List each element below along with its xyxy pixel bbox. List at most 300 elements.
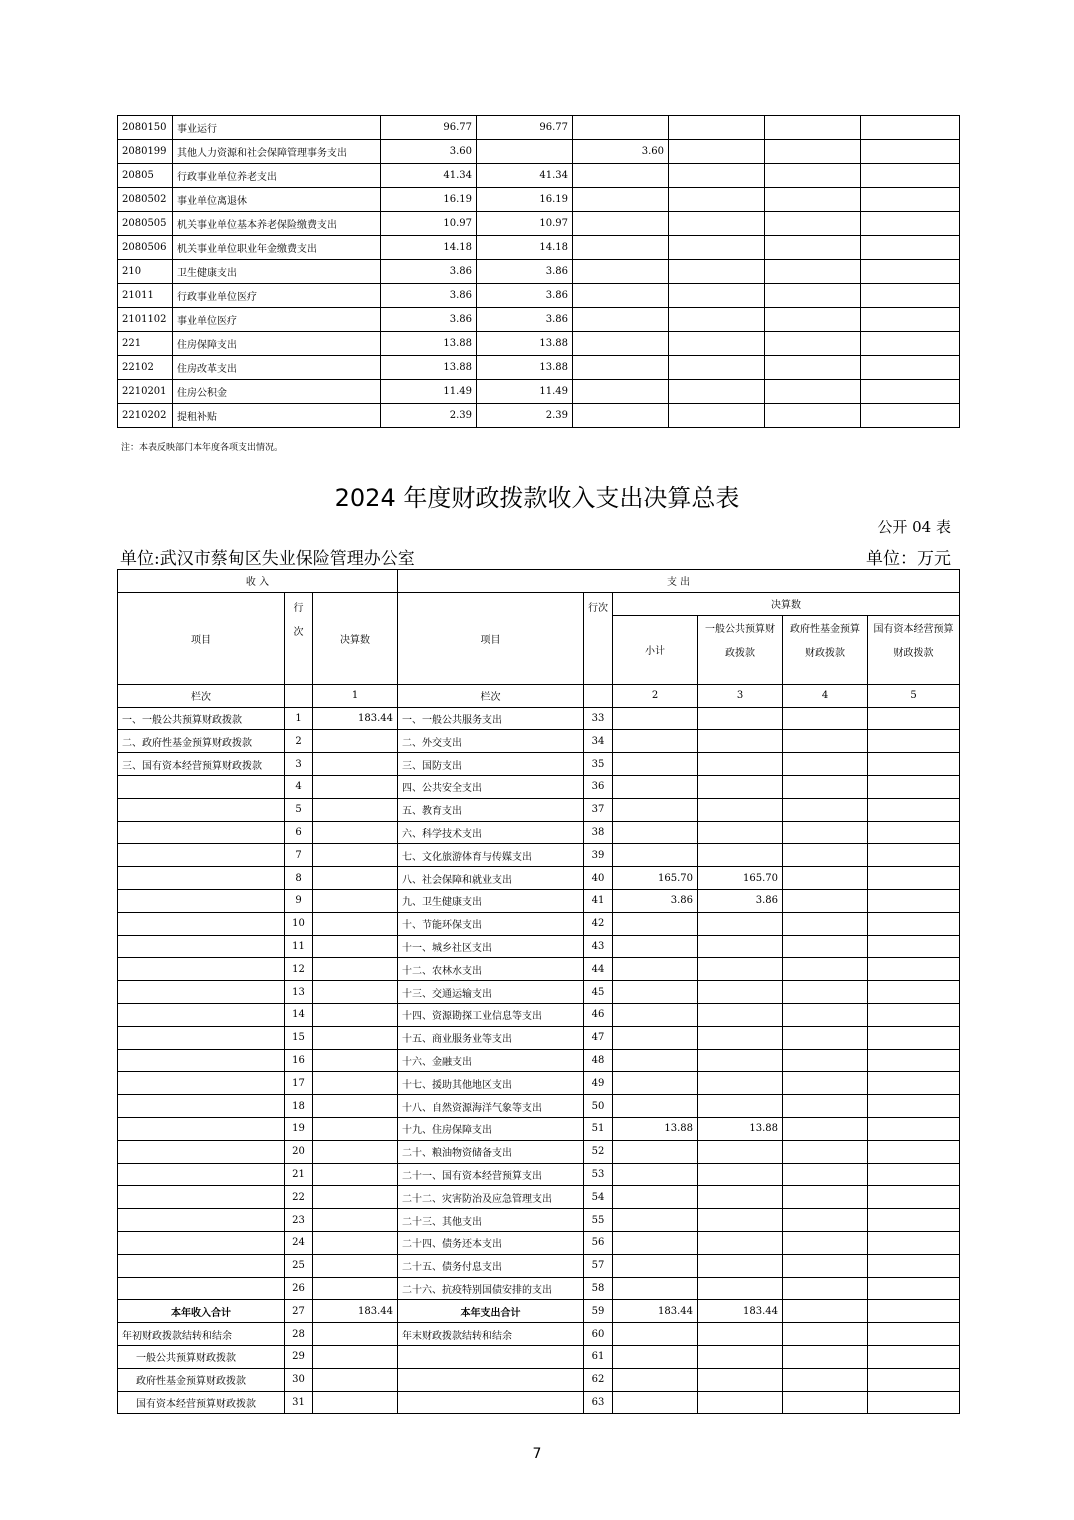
empty-cell bbox=[783, 1345, 868, 1368]
page-number: 7 bbox=[532, 1446, 542, 1462]
state-capital-amount bbox=[868, 1186, 960, 1209]
table-row bbox=[118, 707, 960, 730]
income-amount bbox=[313, 1163, 398, 1186]
expenditure-detail-table bbox=[117, 115, 960, 428]
income-amount bbox=[313, 1003, 398, 1026]
subject-name: 其他人力资源和社会保障管理事务支出 bbox=[173, 140, 381, 164]
income-item bbox=[118, 1254, 285, 1277]
subtotal-header: 小计 bbox=[613, 615, 698, 684]
income-row-no: 11 bbox=[285, 935, 313, 958]
table-row bbox=[118, 188, 960, 212]
subject-name: 卫生健康支出 bbox=[173, 260, 381, 284]
expense-item: 四、公共安全支出 bbox=[398, 775, 584, 798]
unit-currency: 单位：万元 bbox=[866, 549, 951, 569]
basic-amount: 2.39 bbox=[477, 404, 573, 428]
project-amount: 3.60 bbox=[573, 140, 669, 164]
gov-fund-amount bbox=[783, 912, 868, 935]
empty-cell bbox=[861, 212, 960, 236]
income-amount bbox=[313, 730, 398, 753]
empty-cell bbox=[783, 1368, 868, 1391]
income-item bbox=[118, 844, 285, 867]
general-budget-amount bbox=[698, 1186, 783, 1209]
expense-row-no: 59 bbox=[584, 1300, 613, 1323]
table-row bbox=[118, 958, 960, 981]
income-row-no: 9 bbox=[285, 889, 313, 912]
expense-item-header: 项目 bbox=[398, 592, 584, 684]
gov-fund-amount bbox=[783, 958, 868, 981]
project-amount bbox=[573, 404, 669, 428]
project-amount bbox=[573, 308, 669, 332]
empty-cell bbox=[765, 140, 861, 164]
income-row-no: 15 bbox=[285, 1026, 313, 1049]
table-row bbox=[118, 1095, 960, 1118]
basic-amount: 3.86 bbox=[477, 260, 573, 284]
form-code: 公开 04 表 bbox=[877, 518, 951, 536]
income-item bbox=[118, 1277, 285, 1300]
general-budget-amount bbox=[698, 775, 783, 798]
table-row bbox=[118, 935, 960, 958]
empty-cell bbox=[669, 236, 765, 260]
expense-item bbox=[398, 1368, 584, 1391]
empty-cell bbox=[765, 308, 861, 332]
income-row-no: 29 bbox=[285, 1345, 313, 1368]
income-item bbox=[118, 889, 285, 912]
subject-name: 住房公积金 bbox=[173, 380, 381, 404]
general-budget-amount bbox=[698, 1026, 783, 1049]
basic-amount: 41.34 bbox=[477, 164, 573, 188]
state-capital-amount bbox=[868, 1254, 960, 1277]
empty-cell bbox=[669, 140, 765, 164]
table-row bbox=[118, 1209, 960, 1232]
empty-cell bbox=[669, 212, 765, 236]
income-amount bbox=[313, 1345, 398, 1368]
total-amount: 11.49 bbox=[381, 380, 477, 404]
income-item bbox=[118, 1231, 285, 1254]
gov-fund-amount bbox=[783, 867, 868, 890]
basic-amount: 13.88 bbox=[477, 332, 573, 356]
subtotal-amount bbox=[613, 1095, 698, 1118]
subject-code: 22102 bbox=[118, 356, 173, 380]
project-amount bbox=[573, 188, 669, 212]
final-amount-group-header: 决算数 bbox=[613, 592, 960, 615]
state-capital-amount bbox=[868, 1300, 960, 1323]
subtotal-amount bbox=[613, 912, 698, 935]
empty-cell bbox=[868, 1345, 960, 1368]
state-capital-amount bbox=[868, 775, 960, 798]
subject-name: 提租补贴 bbox=[173, 404, 381, 428]
income-amount bbox=[313, 1209, 398, 1232]
expense-header: 支 出 bbox=[398, 570, 960, 593]
expense-row-no: 47 bbox=[584, 1026, 613, 1049]
subtotal-amount bbox=[613, 1049, 698, 1072]
expense-row-no: 53 bbox=[584, 1163, 613, 1186]
basic-amount: 13.88 bbox=[477, 356, 573, 380]
empty-cell bbox=[861, 188, 960, 212]
gov-fund-amount bbox=[783, 1049, 868, 1072]
empty-cell bbox=[861, 404, 960, 428]
income-amount bbox=[313, 1254, 398, 1277]
table-row bbox=[118, 844, 960, 867]
state-capital-amount bbox=[868, 889, 960, 912]
subtotal-amount bbox=[613, 844, 698, 867]
empty-cell bbox=[669, 116, 765, 140]
general-budget-amount bbox=[698, 1140, 783, 1163]
subtotal-amount: 183.44 bbox=[613, 1300, 698, 1323]
income-amount bbox=[313, 1277, 398, 1300]
income-item bbox=[118, 1140, 285, 1163]
basic-amount bbox=[477, 140, 573, 164]
income-item bbox=[118, 912, 285, 935]
income-amount: 183.44 bbox=[313, 707, 398, 730]
income-item bbox=[118, 1095, 285, 1118]
table-row bbox=[118, 1049, 960, 1072]
table-row bbox=[118, 1072, 960, 1095]
expense-row-no: 50 bbox=[584, 1095, 613, 1118]
empty-cell bbox=[765, 332, 861, 356]
table-row bbox=[118, 164, 960, 188]
empty-cell bbox=[669, 332, 765, 356]
general-budget-amount bbox=[698, 1072, 783, 1095]
gov-fund-amount bbox=[783, 730, 868, 753]
total-amount: 96.77 bbox=[381, 116, 477, 140]
general-budget-amount bbox=[698, 1277, 783, 1300]
subtotal-amount bbox=[613, 1072, 698, 1095]
expense-item: 七、文化旅游体育与传媒支出 bbox=[398, 844, 584, 867]
expense-row-no: 60 bbox=[584, 1323, 613, 1346]
subject-code: 2080199 bbox=[118, 140, 173, 164]
empty-cell bbox=[765, 212, 861, 236]
empty-cell bbox=[765, 356, 861, 380]
subtotal-amount bbox=[613, 821, 698, 844]
general-budget-amount bbox=[698, 1003, 783, 1026]
header-row-income-expense bbox=[118, 570, 960, 593]
expense-row-no: 49 bbox=[584, 1072, 613, 1095]
general-budget-amount bbox=[698, 958, 783, 981]
general-budget-amount bbox=[698, 1049, 783, 1072]
state-capital-amount bbox=[868, 1095, 960, 1118]
income-item: 本年收入合计 bbox=[118, 1300, 285, 1323]
empty-cell bbox=[868, 1323, 960, 1346]
empty-cell bbox=[765, 404, 861, 428]
table-row bbox=[118, 1345, 960, 1368]
empty-cell bbox=[861, 164, 960, 188]
col-number-3: 3 bbox=[698, 684, 783, 707]
income-item bbox=[118, 1026, 285, 1049]
state-capital-amount bbox=[868, 844, 960, 867]
expense-item: 十九、住房保障支出 bbox=[398, 1117, 584, 1140]
table-row bbox=[118, 1254, 960, 1277]
gov-fund-amount bbox=[783, 1095, 868, 1118]
expense-row-no: 48 bbox=[584, 1049, 613, 1072]
income-item: 一般公共预算财政拨款 bbox=[118, 1345, 285, 1368]
state-capital-amount bbox=[868, 1231, 960, 1254]
table-row bbox=[118, 332, 960, 356]
total-amount: 13.88 bbox=[381, 356, 477, 380]
basic-amount: 96.77 bbox=[477, 116, 573, 140]
expense-item: 十五、商业服务业等支出 bbox=[398, 1026, 584, 1049]
income-item bbox=[118, 821, 285, 844]
income-amount bbox=[313, 1117, 398, 1140]
expense-item: 二十三、其他支出 bbox=[398, 1209, 584, 1232]
income-amount bbox=[313, 1072, 398, 1095]
project-amount bbox=[573, 380, 669, 404]
table-row bbox=[118, 1231, 960, 1254]
expense-item: 十七、援助其他地区支出 bbox=[398, 1072, 584, 1095]
expense-row-no: 45 bbox=[584, 981, 613, 1004]
subtotal-amount bbox=[613, 1163, 698, 1186]
subtotal-amount: 13.88 bbox=[613, 1117, 698, 1140]
total-amount: 14.18 bbox=[381, 236, 477, 260]
empty-cell bbox=[765, 380, 861, 404]
subtotal-amount bbox=[613, 935, 698, 958]
subtotal-amount bbox=[613, 981, 698, 1004]
table-row bbox=[118, 1277, 960, 1300]
table-row bbox=[118, 1163, 960, 1186]
income-item bbox=[118, 1003, 285, 1026]
empty-cell bbox=[861, 116, 960, 140]
table-row bbox=[118, 798, 960, 821]
income-amount bbox=[313, 798, 398, 821]
empty-cell bbox=[861, 308, 960, 332]
table-row bbox=[118, 889, 960, 912]
state-capital-amount bbox=[868, 1163, 960, 1186]
expense-item: 八、社会保障和就业支出 bbox=[398, 867, 584, 890]
income-row-no: 31 bbox=[285, 1391, 313, 1414]
state-capital-amount bbox=[868, 912, 960, 935]
expense-item: 五、教育支出 bbox=[398, 798, 584, 821]
empty-cell bbox=[765, 188, 861, 212]
subject-code: 210 bbox=[118, 260, 173, 284]
total-amount: 3.86 bbox=[381, 308, 477, 332]
empty-cell bbox=[861, 260, 960, 284]
state-capital-amount bbox=[868, 1277, 960, 1300]
gov-fund-amount bbox=[783, 1072, 868, 1095]
empty-cell bbox=[613, 1345, 698, 1368]
income-row-no: 10 bbox=[285, 912, 313, 935]
income-amount bbox=[313, 889, 398, 912]
income-item: 二、政府性基金预算财政拨款 bbox=[118, 730, 285, 753]
income-row-no: 27 bbox=[285, 1300, 313, 1323]
empty-cell bbox=[765, 164, 861, 188]
project-amount bbox=[573, 164, 669, 188]
income-item bbox=[118, 1049, 285, 1072]
income-row-no: 22 bbox=[285, 1186, 313, 1209]
total-amount: 41.34 bbox=[381, 164, 477, 188]
empty-cell bbox=[783, 1391, 868, 1414]
income-item: 政府性基金预算财政拨款 bbox=[118, 1368, 285, 1391]
general-budget-amount bbox=[698, 798, 783, 821]
income-row-no: 21 bbox=[285, 1163, 313, 1186]
expense-item: 二、外交支出 bbox=[398, 730, 584, 753]
col-number-5: 5 bbox=[868, 684, 960, 707]
gov-fund-amount bbox=[783, 1231, 868, 1254]
project-amount bbox=[573, 260, 669, 284]
empty-cell bbox=[861, 236, 960, 260]
expense-item bbox=[398, 1345, 584, 1368]
empty-cell bbox=[765, 116, 861, 140]
table-row bbox=[118, 380, 960, 404]
empty-cell bbox=[868, 1391, 960, 1414]
expense-row-no: 63 bbox=[584, 1391, 613, 1414]
empty-cell bbox=[669, 188, 765, 212]
empty-cell bbox=[698, 1345, 783, 1368]
expense-row-no: 57 bbox=[584, 1254, 613, 1277]
expense-item: 十一、城乡社区支出 bbox=[398, 935, 584, 958]
income-item: 国有资本经营预算财政拨款 bbox=[118, 1391, 285, 1414]
expense-item: 十三、交通运输支出 bbox=[398, 981, 584, 1004]
general-budget-amount bbox=[698, 912, 783, 935]
subtotal-amount bbox=[613, 958, 698, 981]
project-amount bbox=[573, 284, 669, 308]
subject-code: 2080505 bbox=[118, 212, 173, 236]
subtotal-amount bbox=[613, 1140, 698, 1163]
table-row bbox=[118, 730, 960, 753]
income-amount bbox=[313, 981, 398, 1004]
gov-fund-amount bbox=[783, 1209, 868, 1232]
income-row-no: 30 bbox=[285, 1368, 313, 1391]
basic-amount: 10.97 bbox=[477, 212, 573, 236]
col-label-expense: 栏次 bbox=[398, 684, 584, 707]
total-amount: 2.39 bbox=[381, 404, 477, 428]
state-capital-amount bbox=[868, 730, 960, 753]
subtotal-amount: 3.86 bbox=[613, 889, 698, 912]
income-item-header: 项目 bbox=[118, 592, 285, 684]
income-amount: 183.44 bbox=[313, 1300, 398, 1323]
expense-item: 十二、农林水支出 bbox=[398, 958, 584, 981]
income-row-no: 19 bbox=[285, 1117, 313, 1140]
subject-name: 机关事业单位职业年金缴费支出 bbox=[173, 236, 381, 260]
income-amount bbox=[313, 1368, 398, 1391]
income-item bbox=[118, 981, 285, 1004]
expense-item: 九、卫生健康支出 bbox=[398, 889, 584, 912]
income-row-no: 5 bbox=[285, 798, 313, 821]
gov-fund-amount bbox=[783, 889, 868, 912]
empty-cell bbox=[669, 356, 765, 380]
subject-name: 行政事业单位医疗 bbox=[173, 284, 381, 308]
expense-item: 本年支出合计 bbox=[398, 1300, 584, 1323]
income-amount bbox=[313, 935, 398, 958]
income-row-no: 25 bbox=[285, 1254, 313, 1277]
table-row bbox=[118, 260, 960, 284]
gov-fund-amount bbox=[783, 1186, 868, 1209]
table-row bbox=[118, 912, 960, 935]
state-capital-amount bbox=[868, 1072, 960, 1095]
income-amount bbox=[313, 775, 398, 798]
project-amount bbox=[573, 116, 669, 140]
income-row-no: 16 bbox=[285, 1049, 313, 1072]
empty-cell bbox=[783, 1323, 868, 1346]
subject-code: 2101102 bbox=[118, 308, 173, 332]
income-row-no: 23 bbox=[285, 1209, 313, 1232]
expense-row-no: 39 bbox=[584, 844, 613, 867]
expense-item: 三、国防支出 bbox=[398, 753, 584, 776]
subject-code: 21011 bbox=[118, 284, 173, 308]
expense-row-no: 51 bbox=[584, 1117, 613, 1140]
expense-row-no: 41 bbox=[584, 889, 613, 912]
empty-cell bbox=[765, 236, 861, 260]
subtotal-amount bbox=[613, 1003, 698, 1026]
expense-row-no-header: 行次 bbox=[584, 592, 613, 684]
empty-cell bbox=[669, 284, 765, 308]
income-item bbox=[118, 1117, 285, 1140]
table-row bbox=[118, 1140, 960, 1163]
income-amount bbox=[313, 1323, 398, 1346]
table-note: 注：本表反映部门本年度各项支出情况。 bbox=[121, 443, 284, 453]
table-row bbox=[118, 404, 960, 428]
expense-item: 十、节能环保支出 bbox=[398, 912, 584, 935]
project-amount bbox=[573, 212, 669, 236]
total-amount: 10.97 bbox=[381, 212, 477, 236]
state-capital-amount bbox=[868, 935, 960, 958]
expense-item: 一、一般公共服务支出 bbox=[398, 707, 584, 730]
state-capital-amount bbox=[868, 981, 960, 1004]
project-amount bbox=[573, 356, 669, 380]
general-budget-amount bbox=[698, 1254, 783, 1277]
empty-cell bbox=[669, 380, 765, 404]
gov-fund-amount bbox=[783, 1277, 868, 1300]
income-amount bbox=[313, 867, 398, 890]
income-row-no: 26 bbox=[285, 1277, 313, 1300]
total-amount: 3.60 bbox=[381, 140, 477, 164]
total-amount: 3.86 bbox=[381, 260, 477, 284]
expense-item: 十八、自然资源海洋气象等支出 bbox=[398, 1095, 584, 1118]
subject-name: 事业单位离退休 bbox=[173, 188, 381, 212]
empty-cell bbox=[765, 260, 861, 284]
subtotal-amount bbox=[613, 1026, 698, 1049]
gov-fund-amount bbox=[783, 775, 868, 798]
col-label-income: 栏次 bbox=[118, 684, 285, 707]
project-amount bbox=[573, 332, 669, 356]
unit-organization: 单位:武汉市蔡甸区失业保险管理办公室 bbox=[120, 549, 415, 569]
empty-cell bbox=[861, 356, 960, 380]
subtotal-amount bbox=[613, 1186, 698, 1209]
empty-cell bbox=[861, 332, 960, 356]
gov-fund-amount bbox=[783, 1003, 868, 1026]
table-row bbox=[118, 867, 960, 890]
expense-item: 二十一、国有资本经营预算支出 bbox=[398, 1163, 584, 1186]
table-row bbox=[118, 284, 960, 308]
empty-cell bbox=[613, 1391, 698, 1414]
income-amount bbox=[313, 1186, 398, 1209]
expense-row-no: 36 bbox=[584, 775, 613, 798]
expense-row-no: 62 bbox=[584, 1368, 613, 1391]
total-amount: 3.86 bbox=[381, 284, 477, 308]
state-capital-amount bbox=[868, 1049, 960, 1072]
state-capital-amount bbox=[868, 753, 960, 776]
col-number-1: 1 bbox=[313, 684, 398, 707]
column-number-row bbox=[118, 684, 960, 707]
basic-amount: 3.86 bbox=[477, 284, 573, 308]
income-amount-header: 决算数 bbox=[313, 592, 398, 684]
general-budget-amount bbox=[698, 1231, 783, 1254]
table-row bbox=[118, 116, 960, 140]
subject-code: 20805 bbox=[118, 164, 173, 188]
table-row bbox=[118, 1186, 960, 1209]
empty-cell bbox=[613, 1368, 698, 1391]
income-amount bbox=[313, 1391, 398, 1414]
table-row bbox=[118, 1117, 960, 1140]
general-budget-amount: 3.86 bbox=[698, 889, 783, 912]
table-row bbox=[118, 140, 960, 164]
expense-row-no: 33 bbox=[584, 707, 613, 730]
expense-row-no: 54 bbox=[584, 1186, 613, 1209]
gov-fund-amount bbox=[783, 1140, 868, 1163]
income-row-no: 17 bbox=[285, 1072, 313, 1095]
income-item bbox=[118, 798, 285, 821]
expense-row-no: 56 bbox=[584, 1231, 613, 1254]
subject-name: 住房改革支出 bbox=[173, 356, 381, 380]
table-row bbox=[118, 821, 960, 844]
